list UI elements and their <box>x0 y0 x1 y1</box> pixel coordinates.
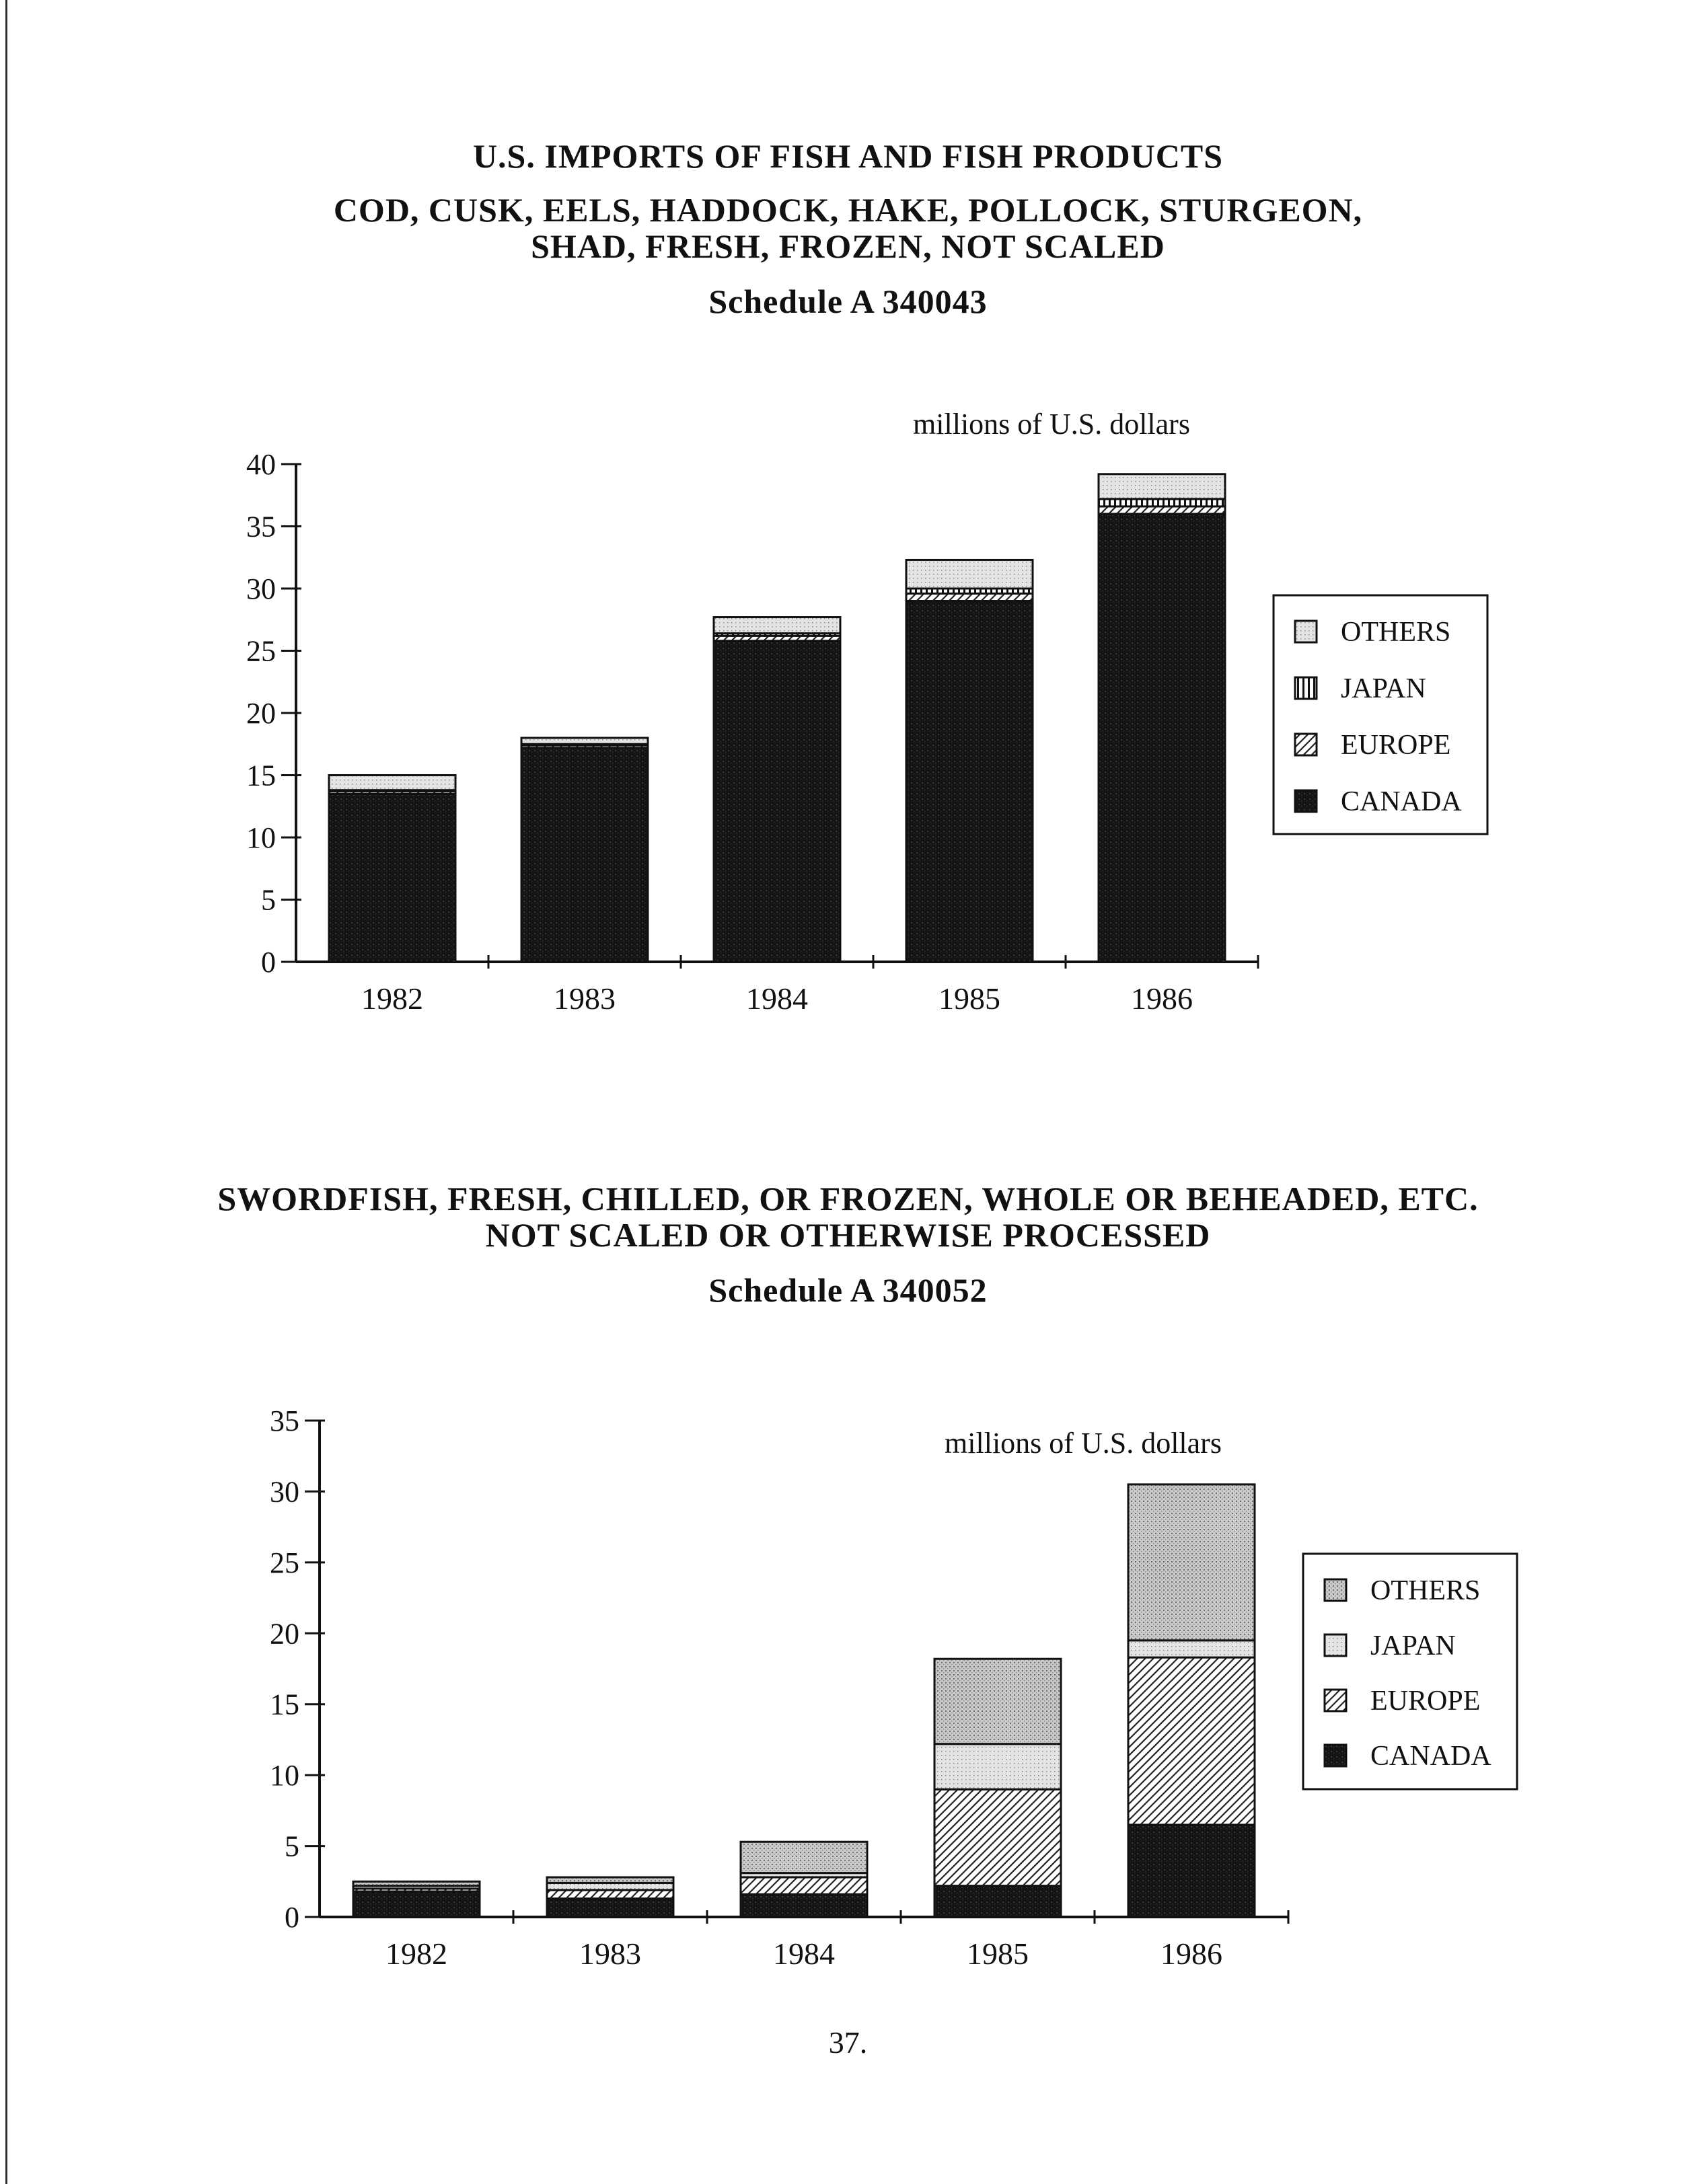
legend-swatch-japan <box>1295 677 1317 699</box>
bar-segment-others-1983 <box>521 738 648 744</box>
y-tick-label: 35 <box>246 510 276 543</box>
legend-swatch-canada <box>1325 1745 1346 1766</box>
x-tick-label: 1985 <box>938 981 1000 1016</box>
y-tick-label: 40 <box>246 448 276 481</box>
y-tick-label: 5 <box>261 883 276 917</box>
y-tick-label: 25 <box>246 634 276 668</box>
bar-segment-others-1985 <box>934 1659 1061 1744</box>
y-tick-label: 20 <box>270 1617 299 1651</box>
bar-segment-canada-1983 <box>547 1899 673 1917</box>
chart2-heading <box>0 1180 1696 1308</box>
x-tick-label: 1983 <box>554 981 616 1016</box>
legend-label-others: OTHERS <box>1341 617 1451 648</box>
bar-segment-canada-1982 <box>353 1891 480 1917</box>
bar-segment-canada-1986 <box>1128 1825 1255 1917</box>
bar-segment-canada-1983 <box>521 748 648 962</box>
bar-segment-europe-1986 <box>1099 506 1225 514</box>
legend-swatch-europe <box>1295 734 1317 755</box>
bar-segment-europe-1984 <box>741 1877 867 1894</box>
y-tick-label: 10 <box>270 1759 299 1793</box>
y-tick-label: 30 <box>270 1475 299 1509</box>
legend-label-europe: EUROPE <box>1341 730 1451 761</box>
legend-label-europe: EUROPE <box>1370 1686 1481 1717</box>
bar-segment-japan-1986 <box>1099 499 1225 506</box>
x-tick-label: 1983 <box>579 1936 641 1971</box>
chart1-title: U.S. IMPORTS OF FISH AND FISH PRODUCTS <box>472 137 1224 175</box>
x-tick-label: 1986 <box>1131 981 1193 1016</box>
x-tick-label: 1986 <box>1160 1936 1222 1971</box>
x-tick-label: 1982 <box>361 981 423 1016</box>
chart2-title-line1: SWORDFISH, FRESH, CHILLED, OR FROZEN, WHOLE OR BEHEADED, ETC. <box>217 1180 1479 1217</box>
legend-swatch-canada <box>1295 790 1317 812</box>
y-tick-label: 15 <box>246 759 276 792</box>
legend-swatch-japan <box>1325 1634 1346 1656</box>
y-tick-label: 20 <box>246 697 276 730</box>
y-tick-label: 5 <box>285 1830 299 1863</box>
x-tick-label: 1985 <box>967 1936 1029 1971</box>
chart2-schedule: Schedule A 340052 <box>708 1271 988 1309</box>
bar-segment-others-1982 <box>329 776 455 790</box>
bar-segment-europe-1985 <box>934 1789 1061 1885</box>
legend-swatch-others <box>1295 621 1317 642</box>
y-tick-label: 10 <box>246 821 276 854</box>
legend-label-canada: CANADA <box>1341 786 1462 817</box>
legend-label-japan: JAPAN <box>1370 1630 1456 1661</box>
legend-label-others: OTHERS <box>1370 1575 1481 1606</box>
bar-segment-canada-1984 <box>741 1894 867 1917</box>
bar-segment-others-1986 <box>1099 474 1225 499</box>
bar-segment-canada-1984 <box>714 641 840 962</box>
y-tick-label: 25 <box>270 1546 299 1579</box>
bar-segment-europe-1985 <box>906 593 1033 601</box>
legend-label-canada: CANADA <box>1370 1741 1491 1772</box>
bar-segment-canada-1986 <box>1099 514 1225 962</box>
bar-segment-japan-1983 <box>547 1883 673 1890</box>
bar-segment-others-1982 <box>353 1881 480 1885</box>
y-tick-label: 0 <box>285 1901 299 1934</box>
unit-label: millions of U.S. dollars <box>945 1427 1222 1460</box>
bar-segment-others-1986 <box>1128 1484 1255 1641</box>
bar-segment-canada-1985 <box>906 601 1033 963</box>
legend-label-japan: JAPAN <box>1341 673 1426 704</box>
chart1-stacked-bar-chart <box>0 404 1696 1049</box>
bar-segment-japan-1986 <box>1128 1641 1255 1657</box>
bar-segment-europe-1986 <box>1128 1657 1255 1825</box>
y-tick-label: 15 <box>270 1688 299 1721</box>
bar-segment-europe-1983 <box>547 1890 673 1899</box>
chart2-stacked-bar-chart <box>0 1399 1696 1991</box>
x-tick-label: 1984 <box>773 1936 835 1971</box>
y-tick-label: 35 <box>270 1404 299 1437</box>
page-number: 37. <box>828 2025 868 2060</box>
chart1-subtitle-line1: COD, CUSK, EELS, HADDOCK, HAKE, POLLOCK, STURGEON, <box>333 191 1363 229</box>
unit-label: millions of U.S. dollars <box>913 408 1190 441</box>
bar-segment-japan-1985 <box>934 1744 1061 1789</box>
chart1-subtitle-line2: SHAD, FRESH, FROZEN, NOT SCALED <box>531 227 1165 265</box>
x-tick-label: 1984 <box>746 981 808 1016</box>
legend-swatch-europe <box>1325 1690 1346 1711</box>
bar-segment-others-1985 <box>906 560 1033 589</box>
y-tick-label: 0 <box>261 946 276 979</box>
chart2-title-line2: NOT SCALED OR OTHERWISE PROCESSED <box>485 1216 1211 1254</box>
bar-segment-others-1983 <box>547 1877 673 1883</box>
bar-segment-others-1984 <box>741 1842 867 1873</box>
bar-segment-canada-1982 <box>329 794 455 962</box>
bar-segment-canada-1985 <box>934 1886 1061 1917</box>
legend-swatch-others <box>1325 1579 1346 1601</box>
x-tick-label: 1982 <box>385 1936 447 1971</box>
chart1-heading <box>0 138 1696 319</box>
chart1-schedule: Schedule A 340043 <box>708 283 988 320</box>
y-tick-label: 30 <box>246 572 276 605</box>
bar-segment-others-1984 <box>714 617 840 634</box>
